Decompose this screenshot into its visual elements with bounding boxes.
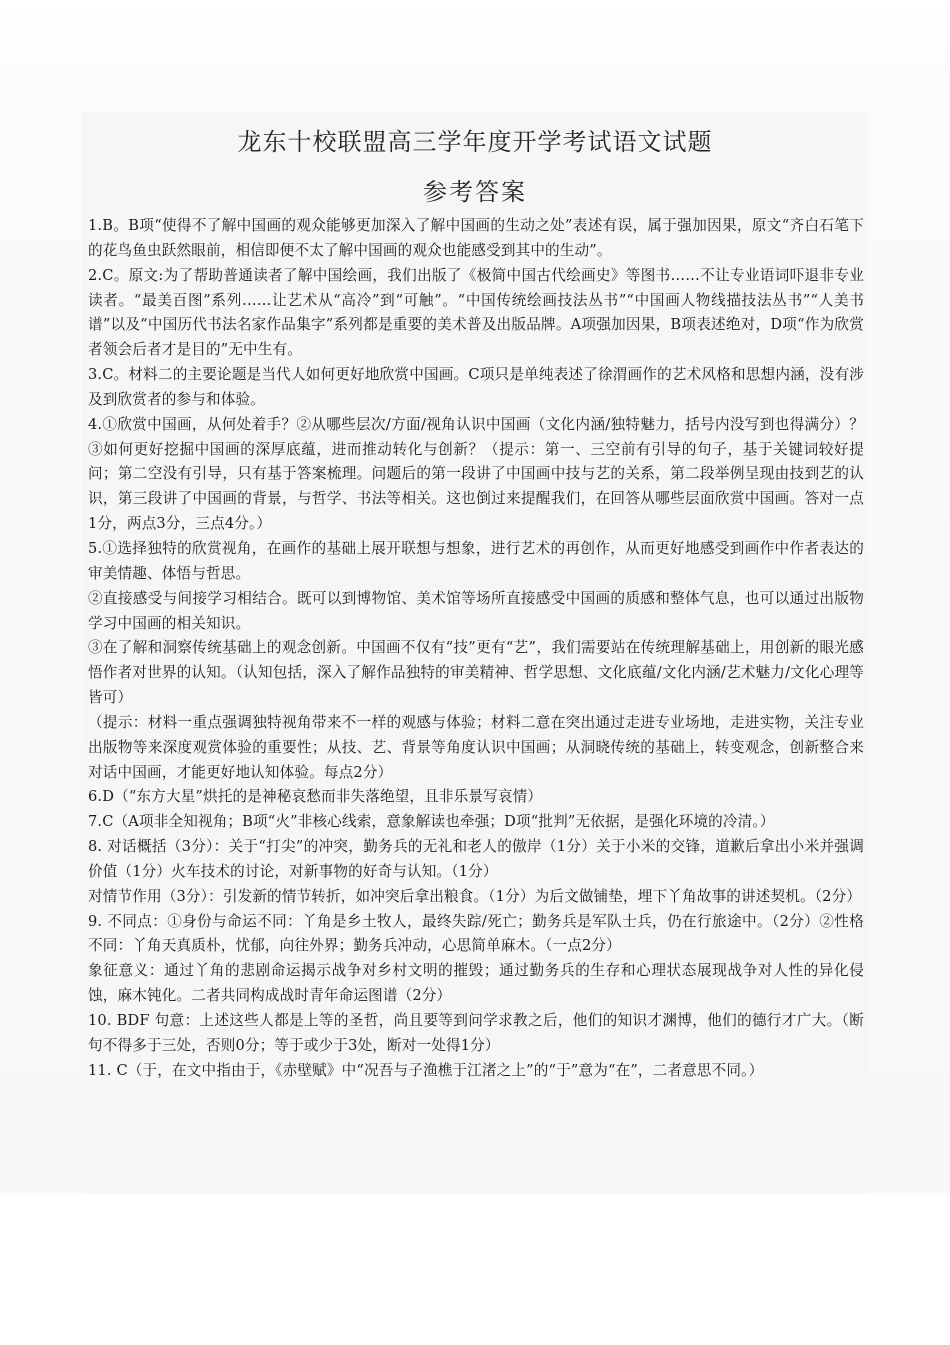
answer-2: 2.C。原文:为了帮助普通读者了解中国绘画，我们出版了《极简中国古代绘画史》等图书……不让专业语词吓退非专业读者。“最美百图”系列……让艺术从“高冷”到“可触”。“中国传统绘画技法丛书”“中国画人物线描技法丛书”“人美书谱”以及“中国历代书法名家作品集字”系列都是重要的美术普及出版品牌。A项强加因果，B项表述绝对，D项“作为欣赏者领会后者才是目的”无中生有。: [88, 266, 864, 359]
answer-8-summary: 8. 对话概括（3分）：关于“打尖”的冲突，勤务兵的无礼和老人的傲岸（1分）关于小米的交锋，道歉后拿出小米并强调价值（1分）火车技术的讨论，对新事物的好奇与认知。（1分）: [88, 838, 864, 880]
answer-6: 6.D（“东方大星”烘托的是神秘哀愁而非失落绝望，且非乐景写哀情）: [88, 788, 543, 806]
answer-11: 11. C（于，在文中指由于，《赤壁赋》中“况吾与子渔樵于江渚之上”的“于”意为“在”，二者意思不同。）: [88, 1061, 764, 1079]
answer-10: 10. BDF 句意：上述这些人都是上等的圣哲，尚且要等到问学求教之后，他们的知识才渊博，他们的德行才广大。（断句不得多于三处，否则0分；等于或少于3处，断对一处得1分）: [88, 1012, 864, 1054]
answer-3: 3.C。材料二的主要论题是当代人如何更好地欣赏中国画。C项只是单纯表述了徐渭画作的艺术风格和思想内涵，没有涉及到欣赏者的参与和体验。: [88, 366, 864, 408]
answer-5-hint: （提示：材料一重点强调独特视角带来不一样的观感与体验；材料二意在突出通过走进专业场地，走进实物，关注专业出版物等来深度观赏体验的重要性；从技、艺、背景等角度认识中国画；从洞晓传统的基础上，转变观念，创新整合来对话中国画，才能更好地认知体验。每点2分）: [88, 713, 864, 781]
answer-5-point-3: ③在了解和洞察传统基础上的观念创新。中国画不仅有“技”更有“艺”，我们需要站在传统理解基础上，用创新的眼光感悟作者对世界的认知。（认知包括，深入了解作品独特的审美精神、哲学思想、文化底蕴/文化内涵/艺术魅力/文化心理等皆可）: [88, 639, 864, 707]
answer-9-difference: 9. 不同点：①身份与命运不同：丫角是乡土牧人，最终失踪/死亡；勤务兵是军队士兵，仍在行旅途中。（2分）②性格不同：丫角天真质朴，忧郁，向往外界；勤务兵冲动，心思简单麻木。（一点2分）: [88, 912, 864, 955]
answer-list: [88, 214, 864, 1084]
answer-7: 7.C（A项非全知视角；B项“火”非核心线索，意象解读也牵强；D项“批判”无依据，是强化环境的冷清。）: [88, 813, 775, 831]
answer-9-symbolism: 象征意义：通过丫角的悲剧命运揭示战争对乡村文明的摧毁；通过勤务兵的生存和心理状态展现战争对人性的异化侵蚀，麻木钝化。二者共同构成战时青年命运图谱（2分）: [88, 962, 864, 1005]
answer-1: 1.B。B项“使得不了解中国画的观众能够更加深入了解中国画的生动之处”表述有误，属于强加因果，原文“齐白石笔下的花鸟鱼虫跃然眼前，相信即便不太了解中国画的观众也能感受到其中的生动”。: [88, 217, 864, 259]
document-subtitle: 参考答案: [423, 178, 527, 206]
answer-5-point-2: ②直接感受与间接学习相结合。既可以到博物馆、美术馆等场所直接感受中国画的质感和整体气息，也可以通过出版物学习中国画的相关知识。: [88, 589, 864, 632]
document-title: 龙东十校联盟高三学年度开学考试语文试题: [237, 128, 713, 156]
answer-4: 4.①欣赏中国画，从何处着手？②从哪些层次/方面/视角认识中国画（文化内涵/独特魅力，括号内没写到也得满分）？③如何更好挖掘中国画的深厚底蕴，进而推动转化与创新？（提示：第一、三空前有引导的句子，基于关键词较好提问；第二空没有引导，只有基于答案梳理。问题后的第一段讲了中国画中技与艺的关系，第二段举例呈现由技到艺的认识，第三段讲了中国画的背景，与哲学、书法等相关。这也倒过来提醒我们，在回答从哪些层面欣赏中国画。答对一点1分，两点3分，三点4分。）: [88, 415, 864, 533]
answer-5-point-1: 5.①选择独特的欣赏视角，在画作的基础上展开联想与想象，进行艺术的再创作，从而更好地感受到画作中作者表达的审美情趣、体悟与哲思。: [88, 539, 864, 582]
answer-8-plot: 对情节作用（3分）：引发新的情节转折，如冲突后拿出粮食。（1分）为后文做铺垫，埋下丫角故事的讲述契机。（2分）: [88, 887, 862, 905]
